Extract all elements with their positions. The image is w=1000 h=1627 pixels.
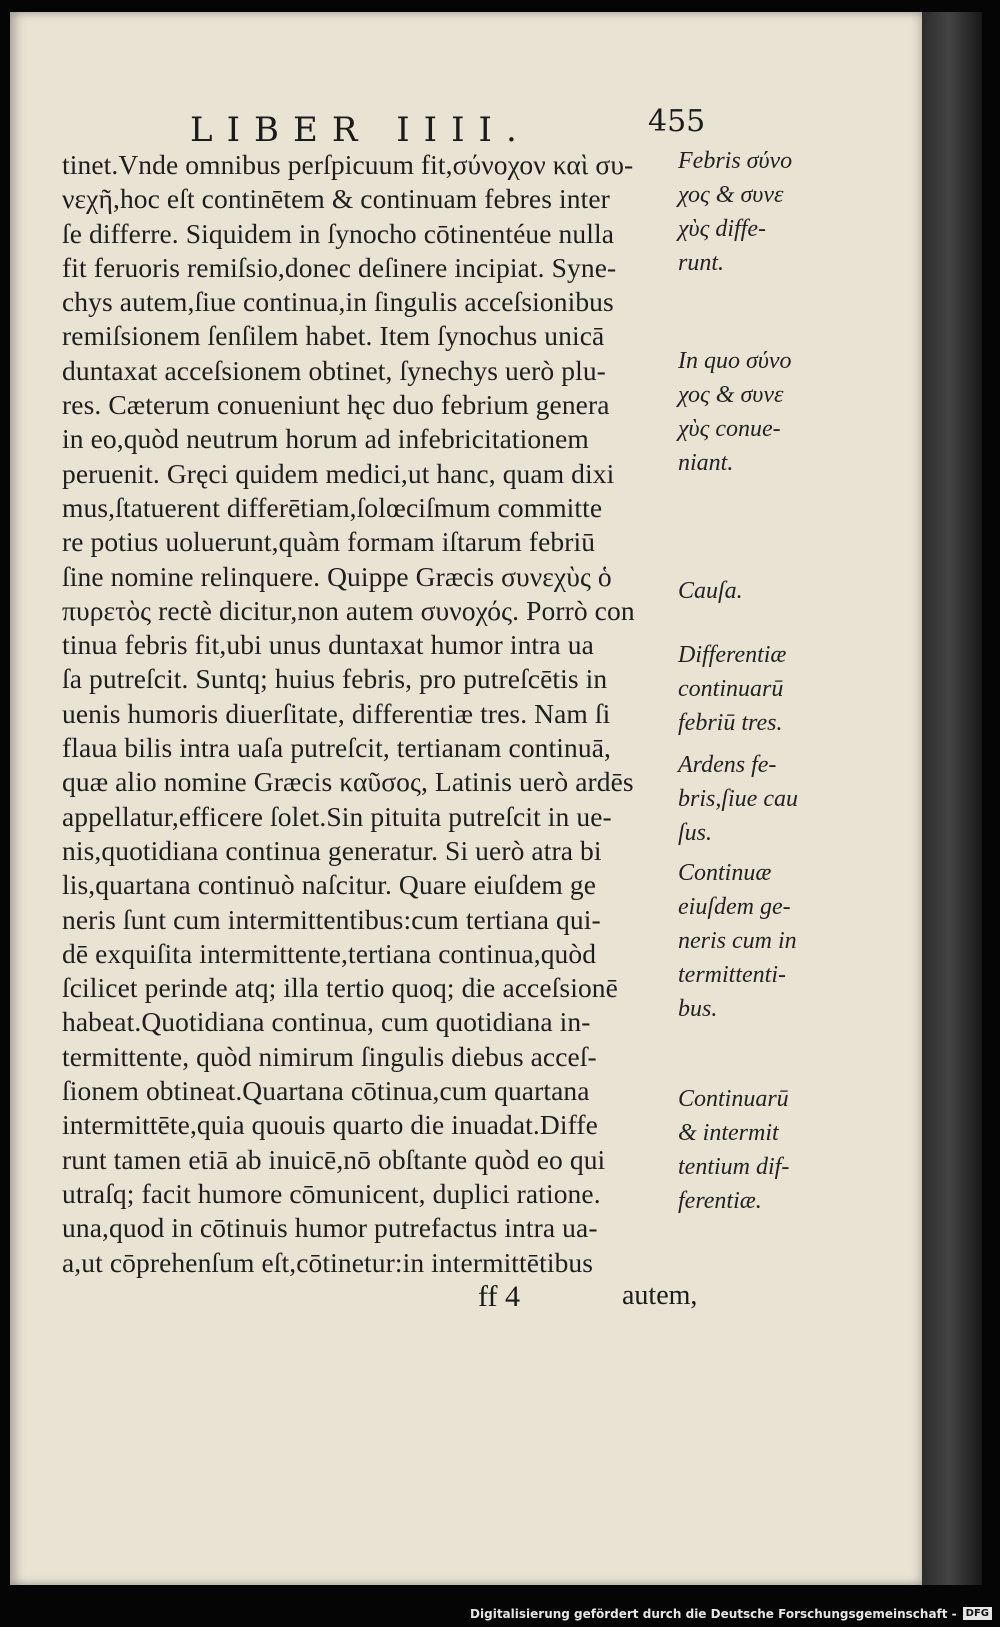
text-line: ſa putreſcit. Suntq; huius febris, pro putreſcētis in [62,663,608,695]
main-text-block [62,148,702,1280]
margin-note-line: bus. [678,996,718,1022]
margin-note-line: termittenti- [678,962,786,988]
margin-note-line: niant. [678,450,734,476]
text-line: remiſsionem ſenſilem habet. Item ſynochus unicā [62,320,605,352]
text-line: neris ſunt cum intermittentibus:cum tertiana qui- [62,903,601,935]
running-head: LIBER IIII. [190,110,531,150]
text-line: uenis humoris diuerſitate, differentiæ tres. Nam ſi [62,697,611,729]
text-line: ſcilicet perinde atq; illa tertio quoq; die acceſsionē [62,972,618,1004]
margin-note-line: eiuſdem ge- [678,894,791,920]
text-line: dē exquiſita intermittente,tertiana continua,quòd [62,937,597,969]
margin-note-line: bris,ſiue cau [678,786,798,812]
margin-note-line: In quo σύνο [678,348,792,374]
text-line: appellatur,efficere ſolet.Sin pituita putreſcit in ue- [62,800,612,832]
margin-note-line: neris cum in [678,928,797,954]
text-line: re potius uoluerunt,quàm formam iſtarum febriū [62,526,596,558]
text-line: a,ut cōprehenſum eſt,cōtinetur:in intermittētibus [62,1246,594,1278]
text-line: intermittēte,quia quouis quarto die inuadat.Diffe [62,1109,598,1141]
footer-credit: Digitalisierung gefördert durch die Deutsche Forschungsgemeinschaft - [470,1606,957,1621]
text-line: termittente, quòd nimirum ſingulis diebus acceſ- [62,1040,597,1072]
margin-note-line: Ardens fe- [678,752,777,778]
margin-note-line: Continuarū [678,1086,789,1112]
text-line: habeat.Quotidiana continua, cum quotidiana in- [62,1006,591,1038]
text-line: νεχῆ,hoc eſt continētem & continuam febres inter [62,183,610,215]
text-line: chys autem,ſiue continua,in ſingulis acceſsionibus [62,286,614,318]
margin-note-line: Cauſa. [678,578,743,604]
margin-note-line: ferentiæ. [678,1188,762,1214]
signature-mark: ff 4 [478,1280,520,1313]
text-line: ſine nomine relinquere. Quippe Græcis συνεχὺς ὁ [62,560,612,592]
text-line: utraſq; facit humore cōmunicent, duplici ratione. [62,1177,601,1209]
catchword: autem, [622,1280,698,1311]
text-line: nis,quotidiana continua generatur. Si uerò atra bi [62,834,602,866]
text-line: duntaxat acceſsionem obtinet, ſynechys uerò plu- [62,354,606,386]
text-line: ſe differre. Siquidem in ſynocho cōtinentéue nulla [62,217,615,249]
text-line: πυρετὸς rectè dicitur,non autem συνοχός. Porrò con [62,594,635,626]
margin-note-line: & intermit [678,1120,779,1146]
margin-note-line: χος & συνε [678,382,784,408]
text-line: tinet.Vnde omnibus perſpicuum fit,σύνοχον καὶ συ- [62,149,634,180]
text-line: mus,ſtatuerent differētiam,ſolœciſmum committe [62,491,603,523]
page-edge-shadow [922,12,982,1585]
margin-note-line: Continuæ [678,860,772,886]
text-line: peruenit. Gręci quidem medici,ut hanc, quam dixi [62,457,615,489]
text-line: runt tamen etiā ab inuicē,nō obſtante quòd eo qui [62,1143,606,1175]
text-line: in eo,quòd neutrum horum ad infebricitationem [62,423,589,455]
margin-note-line: χὺς conue- [678,416,781,442]
page-number: 455 [648,104,706,139]
margin-note-line: Differentiæ [678,642,787,668]
text-line: ſionem obtineat.Quartana cōtinua,cum quartana [62,1075,590,1107]
margin-note-line: runt. [678,250,725,276]
margin-note-line: ſus. [678,820,713,846]
text-line: lis,quartana continuò naſcitur. Quare eiuſdem ge [62,869,596,901]
margin-note-line: χος & συνε [678,182,784,208]
margin-note-line: continuarū [678,676,784,702]
text-line: tinua febris fit,ubi unus duntaxat humor intra ua [62,629,594,661]
margin-note-line: tentium dif- [678,1154,790,1180]
margin-note-line: febriū tres. [678,710,783,736]
footer-bar [0,1600,1000,1627]
margin-note-line: χὺς diffe- [678,216,766,242]
margin-note-line: Febris σύνο [678,148,793,174]
text-line: quæ alio nomine Græcis καῦσος, Latinis uerò ardēs [62,766,634,798]
dfg-logo: DFG [963,1607,992,1620]
text-line: flaua bilis intra uaſa putreſcit, tertianam continuā, [62,732,611,764]
text-line: res. Cæterum conueniunt hęc duo febrium genera [62,389,610,421]
text-line: fit feruoris remiſsio,donec deſinere incipiat. Syne- [62,251,617,283]
text-line: una,quod in cōtinuis humor putrefactus intra ua- [62,1212,598,1244]
